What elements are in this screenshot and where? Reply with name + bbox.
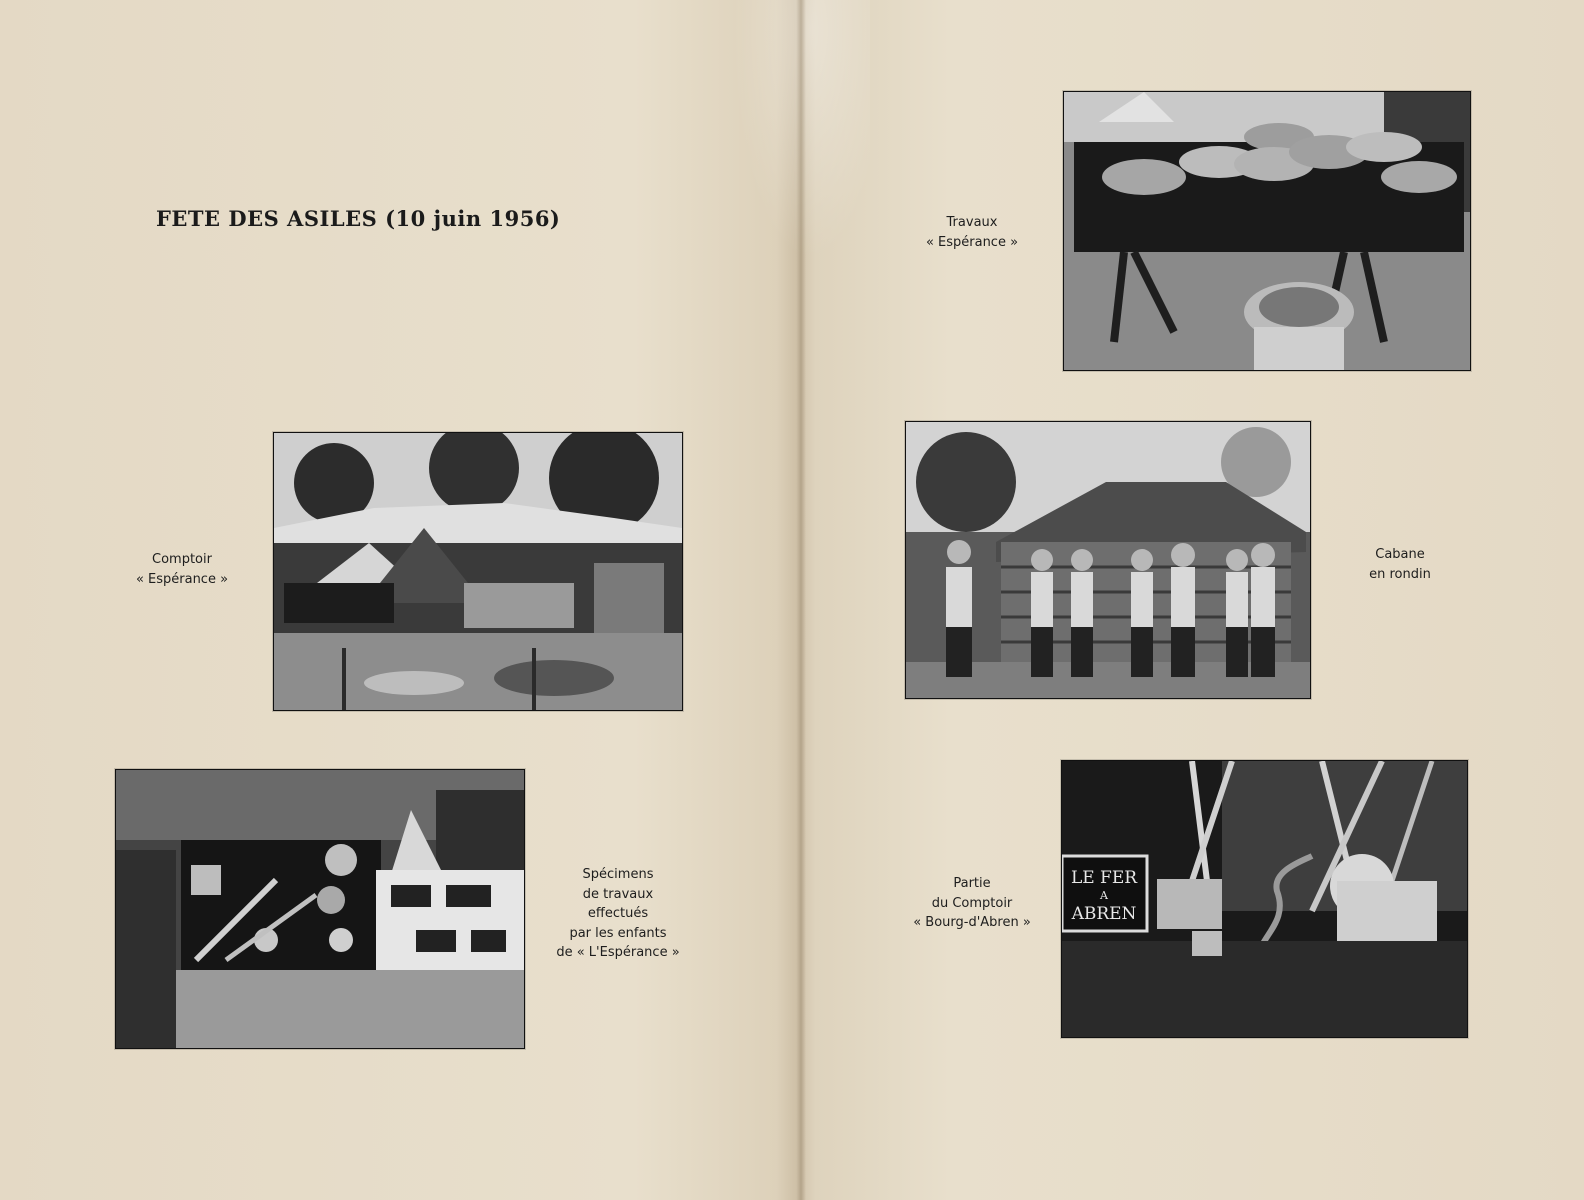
caption-line: « Espérance »	[925, 234, 1019, 250]
photo-travaux-esperance	[1063, 91, 1471, 371]
caption-line: Partie	[953, 876, 991, 891]
caption-cabane-rondin	[1349, 545, 1451, 584]
caption-line: en rondin	[1369, 566, 1431, 582]
photo-specimens-travaux-image	[116, 770, 524, 1048]
caption-line: de « L'Espérance »	[556, 945, 680, 960]
sign-line-3: ABREN	[1071, 904, 1137, 924]
page-title: FETE DES ASILES (10 juin 1956)	[156, 206, 561, 231]
caption-comptoir-esperance	[130, 550, 234, 589]
photo-cabane-rondin	[905, 421, 1311, 699]
sign-line-1: LE FER	[1070, 868, 1138, 888]
caption-line: « Bourg-d'Abren »	[913, 915, 1031, 930]
caption-line: Travaux	[946, 215, 998, 230]
caption-line: Spécimens	[582, 867, 654, 882]
caption-line: de travaux	[582, 886, 654, 902]
sign-line-2: A	[1100, 889, 1108, 902]
photo-comptoir-bourg-dabren	[1061, 760, 1468, 1038]
caption-comptoir-bourg-dabren	[900, 874, 1044, 933]
caption-travaux-esperance	[915, 213, 1029, 252]
photo-comptoir-esperance	[273, 432, 683, 711]
photo-specimens-travaux	[115, 769, 525, 1049]
photo-comptoir-bourg-dabren-image	[1062, 761, 1467, 1037]
caption-line: du Comptoir	[931, 895, 1013, 911]
caption-line: par les enfants	[569, 925, 667, 941]
photo-comptoir-esperance-image	[274, 433, 682, 710]
photo-cabane-rondin-image	[906, 422, 1310, 698]
caption-line: Comptoir	[152, 552, 212, 567]
caption-specimens-travaux	[548, 865, 688, 963]
right-page	[800, 0, 1584, 1200]
photo-travaux-esperance-image	[1064, 92, 1470, 370]
caption-line: effectués	[587, 906, 649, 921]
caption-line: « Espérance »	[135, 571, 229, 587]
caption-line: Cabane	[1375, 547, 1425, 562]
